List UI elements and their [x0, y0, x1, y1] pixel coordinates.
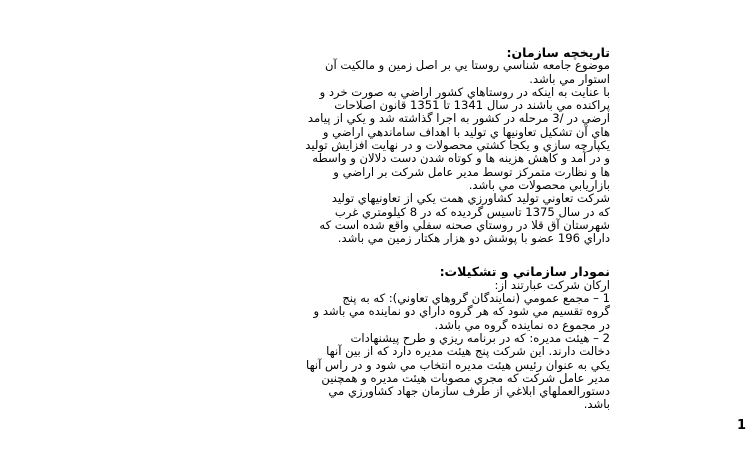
text-line: با عنايت به اينكه در روستاهاي كشور اراضي به صورت خرد و — [319, 84, 610, 99]
text-line: گروه تقسيم مي شود كه هر گروه داراي دو نماينده مي باشد و — [313, 304, 610, 319]
history-paragraph — [130, 59, 610, 245]
text-line: دخالت دارند. اين شركت پنج هيئت مديره دارد كه از بين آنها — [326, 344, 610, 359]
page-number: 1 — [736, 418, 746, 433]
text-line: و در آمد و كاهش هزينه ها و كوتاه شدن دست دلالان و واسطه — [312, 151, 610, 166]
text-line: داراي 196 عضو با پوشش دو هزار هكتار زمين مي باشد. — [337, 231, 610, 246]
text-line: اركان شركت عبارتند از: — [494, 277, 610, 292]
text-line: موضوع جامعه شناسي روستا يي بر اصل زمين و مالكيت آن — [325, 58, 610, 73]
text-line: باشد. — [583, 397, 610, 412]
text-line: كه در سال 1375 تاسيس گرديده كه در 8 كيلومتري غرب — [334, 204, 610, 219]
section-heading-org-chart: نمودار سازماني و تشكيلات: — [439, 264, 610, 280]
section-spacer — [130, 245, 610, 265]
text-line: هاي آن تشكيل تعاونيها ي توليد با اهداف ساماندهي اراضي و — [322, 124, 610, 139]
text-line: ارضي در /3 مرحله در كشور به اجرا گذاشته شد و يكي از پيامد — [307, 111, 610, 126]
text-line: يكي به عنوان رئيس هيئت مديره انتخاب مي شود و در راس آنها — [306, 357, 610, 372]
text-line: 2 – هيئت مديره: كه در برنامه ريزي و طرح پيشنهادات — [350, 330, 610, 345]
section-heading-history: تاریخچه سازمان: — [506, 45, 610, 60]
text-line: دستورالعملهاي ابلاغي از طرف سازمان جهاد كشاورزي مي — [328, 384, 610, 399]
text-line: استوار مي باشد. — [529, 71, 610, 86]
text-line: بازاريابي محصولات مي باشد. — [468, 177, 610, 192]
text-line: پراكنده مي باشند در سال 1341 تا 1351 قانون اصلاحات — [334, 98, 610, 113]
text-line: ها و نظارت متمركز توسط مدير عامل شركت بر اراضي و — [333, 164, 610, 179]
text-line: 1 – مجمع عمومي (نمايندگان گروهاي تعاوني): كه به پنج — [342, 291, 610, 306]
text-line: شهرستان آق قلا در روستاي صحنه سفلي واقع شده است كه — [319, 217, 610, 232]
text-line: مدير عامل شركت كه مجري مصوبات هيئت مديره و همچنين — [321, 370, 610, 385]
text-line: در مجموع ده نماينده گروه مي باشد. — [434, 317, 610, 332]
document-page — [130, 46, 610, 412]
text-line: شركت تعاوني توليد كشاورزي همت يكي از تعاونيهاي توليد — [331, 191, 610, 206]
org-chart-paragraph — [130, 279, 610, 412]
text-line: يكپارچه سازي و يكجا كشتي محصولات و در نهايت افزايش توليد — [305, 138, 610, 153]
